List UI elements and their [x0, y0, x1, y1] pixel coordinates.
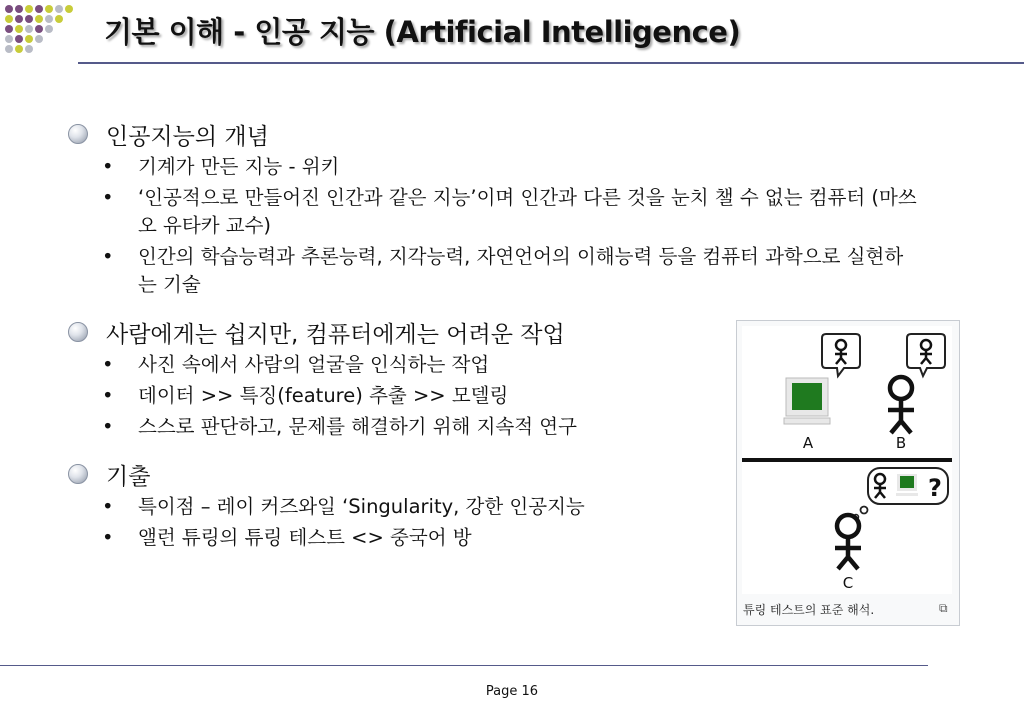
figure-caption: 튜링 테스트의 표준 해석.: [743, 603, 875, 617]
list-item: [62, 243, 918, 299]
list-item: [62, 153, 918, 181]
person-icon: [835, 515, 861, 569]
person-icon: [888, 377, 914, 433]
bullet-dot-icon: •: [102, 155, 114, 178]
section-ai-concept: [62, 118, 932, 299]
list-item-text: 특이점 – 레이 커즈와일 ‘Singularity, 강한 인공지능: [138, 495, 585, 518]
list-item-text: 인간의 학습능력과 추론능력, 지각능력, 자연언어의 이해능력 등을 컴퓨터 과학으로 실현하는 기술: [138, 245, 904, 296]
orb-bullet-icon: [68, 322, 88, 342]
bullet-dot-icon: •: [102, 245, 114, 268]
footer-divider: [0, 665, 928, 666]
bullet-dot-icon: •: [102, 384, 114, 407]
page-number: Page 16: [485, 684, 539, 699]
slide-title: 기본 이해 - 인공 지능 (Artificial Intelligence): [104, 15, 741, 49]
section-heading-text: 사람에게는 쉽지만, 컴퓨터에게는 어려운 작업: [106, 321, 565, 348]
bullet-dot-icon: •: [102, 526, 114, 549]
bullet-list: [62, 153, 932, 299]
list-item-text: 데이터 >> 특징(feature) 추출 >> 모델링: [138, 384, 509, 407]
turing-test-figure: [736, 320, 960, 626]
orb-bullet-icon: [68, 464, 88, 484]
label-c: C: [842, 574, 854, 592]
list-item-text: 스스로 판단하고, 문제를 해결하기 위해 지속적 연구: [138, 415, 577, 438]
computer-icon: [784, 378, 830, 424]
question-mark: ?: [928, 474, 942, 502]
label-b: B: [895, 434, 907, 452]
bullet-dot-icon: •: [102, 186, 114, 209]
bullet-dot-icon: •: [102, 353, 114, 376]
figure-divider: [742, 458, 952, 462]
section-heading-text: 인공지능의 개념: [106, 123, 269, 150]
list-item: [62, 184, 918, 240]
speech-bubble-icon: [822, 334, 860, 376]
dot-row: [5, 5, 73, 53]
turing-test-illustration: [742, 326, 952, 594]
section-heading-text: 기출: [106, 463, 151, 490]
bullet-dot-icon: •: [102, 495, 114, 518]
bullet-dot-icon: •: [102, 415, 114, 438]
list-item-text: ‘인공적으로 만들어진 인간과 같은 지능’이며 인간과 다른 것을 눈치 챌 수 없는 컴퓨터 (마쓰오 유타카 교수): [138, 186, 917, 237]
section-heading: [62, 118, 932, 150]
orb-bullet-icon: [68, 124, 88, 144]
label-a: A: [802, 434, 814, 452]
figure-image: [742, 326, 952, 594]
thought-bubble-icon: [854, 468, 949, 520]
speech-bubble-icon: [907, 334, 945, 376]
list-item-text: 사진 속에서 사람의 얼굴을 인식하는 작업: [138, 353, 490, 376]
decorative-dot-grid: [4, 4, 78, 54]
list-item-text: 앨런 튜링의 튜링 테스트 <> 중국어 방: [138, 526, 472, 549]
expand-icon[interactable]: ⧉: [939, 601, 948, 615]
title-divider: [78, 62, 1024, 64]
list-item-text: 기계가 만든 지능 - 위키: [138, 155, 340, 178]
